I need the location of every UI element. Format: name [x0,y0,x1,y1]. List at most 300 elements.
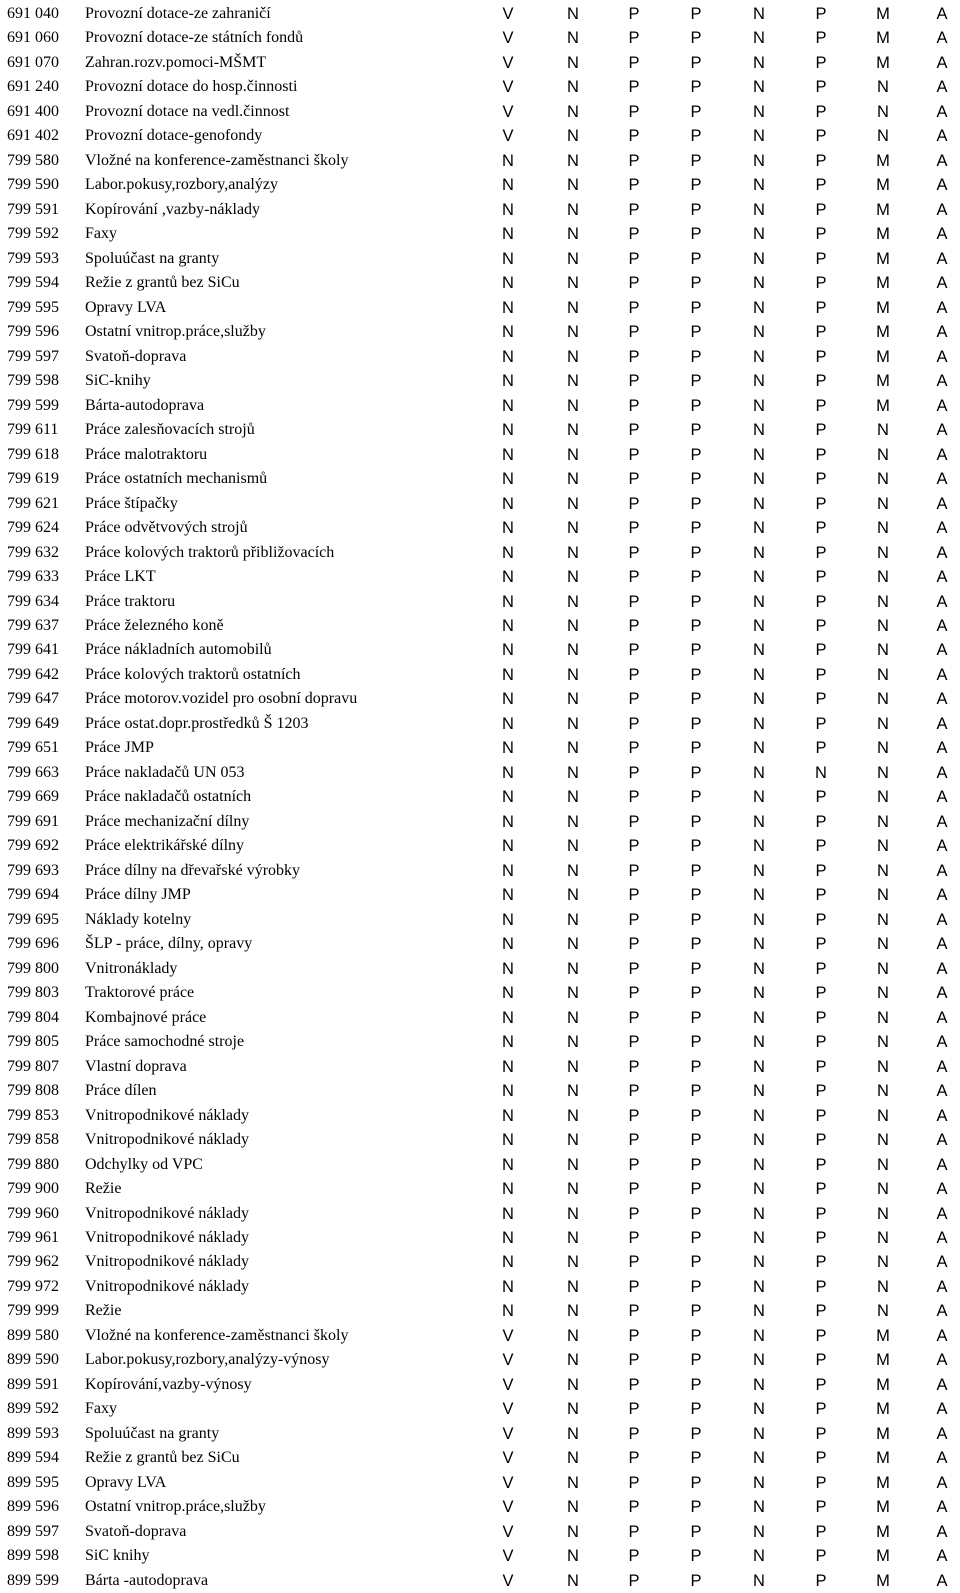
flag-cell: P [628,421,640,440]
flag-cell: P [815,1400,827,1419]
flag-cell: N [567,176,579,195]
flag-cell: P [815,1033,827,1052]
flag-cell: V [502,1473,514,1492]
flag-cell: P [815,1155,827,1174]
flag-cell: N [502,1180,514,1199]
account-code: 899 599 [7,1571,59,1589]
flag-cell: A [936,641,948,660]
account-name: Provozní dotace-ze zahraničí [85,5,271,22]
account-code: 799 595 [7,298,59,316]
account-name: Vlastní doprava [85,1057,187,1075]
flag-cell: N [753,861,765,880]
flag-cell: A [936,592,948,611]
flag-cell: A [936,1057,948,1076]
flag-cell: A [936,861,948,880]
flag-cell: P [815,641,827,660]
account-code: 899 596 [7,1498,59,1516]
account-code: 799 960 [7,1204,59,1222]
flag-cell: P [690,494,702,513]
account-code: 799 641 [7,641,59,659]
flag-cell: N [502,421,514,440]
flag-cell: M [876,1424,890,1443]
flag-cell: N [567,935,579,954]
flag-cell: P [690,396,702,415]
table-row [0,1446,960,1470]
flag-cell: A [936,5,948,23]
flag-cell: A [936,812,948,831]
flag-cell: N [502,617,514,635]
flag-cell: P [628,372,640,391]
flag-cell: P [628,861,640,880]
flag-cell: N [877,494,889,513]
account-code: 799 618 [7,445,59,463]
flag-cell: N [877,1082,889,1101]
flag-cell: N [877,788,889,807]
account-name: Provozní dotace-genofondy [85,127,263,145]
flag-cell: N [567,1498,579,1517]
flag-cell: A [936,1229,948,1247]
account-code: 799 858 [7,1131,59,1149]
flag-cell: M [876,1400,890,1419]
flag-cell: N [753,519,765,538]
account-name: Kombajnové práce [85,1008,207,1026]
flag-cell: P [815,127,827,146]
flag-cell: N [753,102,765,121]
flag-cell: N [567,396,579,415]
flag-cell: N [567,249,579,268]
flag-cell: N [753,1253,765,1272]
flag-cell: A [936,102,948,121]
flag-cell: N [753,788,765,807]
flag-cell: P [815,1204,827,1223]
flag-cell: P [690,5,702,23]
flag-cell: P [690,617,702,635]
flag-cell: N [753,1033,765,1052]
flag-cell: P [815,1057,827,1076]
table-row [0,1569,960,1593]
account-name: Provozní dotace na vedl.činnost [85,102,290,120]
account-code: 799 590 [7,176,59,194]
account-name: Režie [85,1180,122,1198]
flag-cell: P [628,1229,640,1247]
flag-cell: P [815,568,827,587]
flag-cell: N [753,959,765,978]
flag-cell: N [502,1204,514,1223]
flag-cell: P [815,494,827,513]
flag-cell: P [815,592,827,611]
flag-cell: N [753,200,765,219]
flag-cell: A [936,1253,948,1272]
account-code: 799 592 [7,225,59,243]
flag-cell: N [753,1400,765,1419]
flag-cell: P [628,396,640,415]
account-name: Faxy [85,1400,117,1418]
flag-cell: N [877,1008,889,1027]
flag-cell: A [936,127,948,146]
flag-cell: N [502,543,514,562]
flag-cell: N [567,372,579,391]
flag-cell: A [936,470,948,489]
flag-cell: V [502,1449,514,1468]
flag-cell: P [815,984,827,1003]
flag-cell: N [567,1424,579,1443]
flag-cell: P [815,5,827,23]
table-row [0,51,960,75]
flag-cell: N [502,396,514,415]
flag-cell: N [877,886,889,905]
flag-cell: P [815,543,827,562]
flag-cell: P [628,763,640,782]
flag-cell: N [567,29,579,48]
flag-cell: N [502,1155,514,1174]
flag-cell: P [690,1547,702,1566]
flag-cell: A [936,298,948,317]
account-code: 799 696 [7,935,59,953]
flag-cell: N [567,617,579,635]
table-row [0,981,960,1005]
table-row [0,2,960,26]
flag-cell: P [815,102,827,121]
flag-cell: M [876,372,890,391]
flag-cell: P [690,714,702,733]
account-name: Režie [85,1302,122,1320]
flag-cell: N [753,1204,765,1223]
flag-cell: A [936,372,948,391]
flag-cell: N [502,1302,514,1321]
flag-cell: P [690,837,702,856]
account-name: Svatoň-doprava [85,347,187,365]
flag-cell: P [628,1253,640,1272]
flag-cell: A [936,1522,948,1541]
table-row [0,1299,960,1323]
flag-cell: A [936,837,948,856]
flag-cell: A [936,1180,948,1199]
flag-cell: P [690,200,702,219]
flag-cell: A [936,396,948,415]
flag-cell: N [567,959,579,978]
flag-cell: P [815,861,827,880]
flag-cell: A [936,29,948,48]
account-code: 799 642 [7,665,59,683]
flag-cell: N [502,1082,514,1101]
account-name: Práce nakladačů ostatních [85,788,252,806]
table-row [0,541,960,565]
account-name: Vnitropodnikové náklady [85,1131,249,1149]
flag-cell: N [753,151,765,170]
flag-cell: N [567,298,579,317]
flag-cell: M [876,151,890,170]
flag-cell: N [753,1547,765,1566]
flag-cell: V [502,1400,514,1419]
account-code: 899 591 [7,1375,59,1393]
flag-cell: P [815,788,827,807]
flag-cell: N [567,837,579,856]
flag-cell: N [753,837,765,856]
flag-cell: M [876,274,890,293]
flag-cell: P [628,543,640,562]
account-code: 691 240 [7,78,59,96]
flag-cell: A [936,1033,948,1052]
table-row [0,614,960,638]
flag-cell: V [502,53,514,72]
account-code: 899 598 [7,1547,59,1565]
flag-cell: N [877,861,889,880]
flag-cell: N [567,53,579,72]
flag-cell: N [502,568,514,587]
flag-cell: P [628,1522,640,1541]
flag-cell: A [936,1204,948,1223]
flag-cell: A [936,421,948,440]
flag-cell: P [690,1571,702,1590]
flag-cell: P [815,274,827,293]
account-name: Režie z grantů bez SiCu [85,274,240,292]
flag-cell: P [690,151,702,170]
flag-cell: N [753,1057,765,1076]
flag-cell: A [936,1547,948,1566]
flag-cell: N [567,323,579,342]
flag-cell: P [690,78,702,97]
flag-cell: N [753,274,765,293]
flag-cell: P [628,1082,640,1101]
account-name: Práce nakladačů UN 053 [85,763,245,781]
table-row [0,1202,960,1226]
flag-cell: N [502,200,514,219]
flag-cell: A [936,1498,948,1517]
flag-cell: N [753,592,765,611]
flag-cell: N [753,1424,765,1443]
account-name: Ostatní vnitrop.práce,služby [85,1498,266,1516]
flag-cell: P [628,1351,640,1370]
flag-cell: P [690,763,702,782]
flag-cell: P [690,298,702,317]
table-row [0,100,960,124]
table-row [0,1422,960,1446]
flag-cell: N [567,665,579,684]
flag-cell: P [628,1204,640,1223]
flag-cell: N [502,176,514,195]
account-name: Traktorové práce [85,984,195,1002]
flag-cell: N [753,298,765,317]
flag-cell: P [628,5,640,23]
account-name: Bárta -autodoprava [85,1571,209,1589]
flag-cell: N [753,225,765,244]
account-name: Práce dílny na dřevařské výrobky [85,861,301,879]
flag-cell: P [628,935,640,954]
table-row [0,1373,960,1397]
flag-cell: A [936,78,948,97]
table-row [0,173,960,197]
flag-cell: P [815,935,827,954]
account-code: 799 593 [7,249,59,267]
account-code: 799 693 [7,861,59,879]
flag-cell: N [567,421,579,440]
flag-cell: P [690,1180,702,1199]
flag-cell: N [753,5,765,23]
flag-cell: N [877,1204,889,1223]
flag-cell: A [936,617,948,635]
account-code: 799 694 [7,886,59,904]
flag-cell: P [690,1229,702,1247]
flag-cell: P [628,323,640,342]
flag-cell: P [690,1302,702,1321]
flag-cell: N [502,519,514,538]
flag-cell: P [690,1375,702,1394]
flag-cell: A [936,935,948,954]
account-code: 799 691 [7,812,59,830]
flag-cell: A [936,176,948,195]
account-code: 799 962 [7,1253,59,1271]
flag-cell: V [502,1522,514,1541]
flag-cell: P [628,78,640,97]
flag-cell: P [628,1180,640,1199]
account-code: 799 880 [7,1155,59,1173]
flag-cell: P [628,1571,640,1590]
flag-cell: N [567,714,579,733]
account-code: 799 597 [7,347,59,365]
flag-cell: P [690,788,702,807]
table-row [0,1520,960,1544]
flag-cell: N [502,470,514,489]
flag-cell: P [815,323,827,342]
flag-cell: P [815,225,827,244]
flag-cell: N [567,1326,579,1345]
table-row [0,1544,960,1568]
flag-cell: P [628,1131,640,1150]
flag-cell: P [628,494,640,513]
account-code: 799 647 [7,690,59,708]
flag-cell: A [936,665,948,684]
flag-cell: N [753,1326,765,1345]
flag-cell: N [567,763,579,782]
flag-cell: P [690,1082,702,1101]
flag-cell: P [690,1253,702,1272]
flag-cell: N [815,763,827,782]
flag-cell: N [753,690,765,709]
flag-cell: N [753,421,765,440]
flag-cell: N [567,470,579,489]
table-row [0,712,960,736]
flag-cell: N [877,910,889,929]
account-code: 799 611 [7,421,59,439]
flag-cell: P [815,176,827,195]
flag-cell: N [502,837,514,856]
account-code: 799 692 [7,837,59,855]
flag-cell: A [936,519,948,538]
account-code: 799 853 [7,1106,59,1124]
flag-cell: P [690,1522,702,1541]
flag-cell: N [502,886,514,905]
table-row [0,1104,960,1128]
account-name: Náklady kotelny [85,910,192,928]
flag-cell: P [690,1057,702,1076]
flag-cell: P [628,1375,640,1394]
account-code: 691 070 [7,53,59,71]
flag-cell: P [690,519,702,538]
account-code: 799 805 [7,1033,59,1051]
flag-cell: A [936,494,948,513]
flag-cell: M [876,1571,890,1590]
account-name: Vnitropodnikové náklady [85,1277,249,1295]
flag-cell: P [690,176,702,195]
account-name: Vnitropodnikové náklady [85,1204,249,1222]
flag-cell: N [567,200,579,219]
account-name: Práce motorov.vozidel pro osobní dopravu [85,690,358,708]
account-name: Labor.pokusy,rozbory,analýzy [85,176,278,194]
flag-cell: P [628,1106,640,1125]
flag-cell: N [753,641,765,660]
flag-cell: P [690,1326,702,1345]
flag-cell: N [877,568,889,587]
flag-cell: P [815,1253,827,1272]
flag-cell: N [567,1277,579,1296]
flag-cell: N [753,494,765,513]
flag-cell: P [815,1351,827,1370]
flag-cell: P [690,323,702,342]
flag-cell: P [628,1547,640,1566]
flag-cell: P [628,1155,640,1174]
table-row [0,1177,960,1201]
flag-cell: N [877,837,889,856]
account-code: 899 595 [7,1473,59,1491]
account-code: 799 808 [7,1082,59,1100]
flag-cell: P [690,886,702,905]
flag-cell: P [815,249,827,268]
account-name: Práce ostatních mechanismů [85,470,268,488]
flag-cell: P [690,1473,702,1492]
flag-cell: M [876,1547,890,1566]
flag-cell: P [690,249,702,268]
flag-cell: P [815,617,827,635]
flag-cell: N [502,763,514,782]
flag-cell: N [567,1106,579,1125]
flag-cell: A [936,200,948,219]
account-name: Provozní dotace do hosp.činnosti [85,78,298,96]
account-code: 691 402 [7,127,59,145]
flag-cell: P [815,837,827,856]
flag-cell: N [502,690,514,709]
table-row [0,663,960,687]
flag-cell: P [628,886,640,905]
flag-cell: P [690,812,702,831]
flag-cell: N [567,102,579,121]
flag-cell: P [690,421,702,440]
flag-cell: N [877,421,889,440]
flag-cell: N [877,127,889,146]
flag-cell: N [753,739,765,758]
flag-cell: N [567,494,579,513]
flag-cell: N [567,886,579,905]
flag-cell: P [628,910,640,929]
flag-cell: A [936,445,948,464]
account-code: 799 651 [7,739,59,757]
flag-cell: M [876,1449,890,1468]
flag-cell: A [936,347,948,366]
flag-cell: N [753,470,765,489]
flag-cell: P [628,470,640,489]
flag-cell: P [690,1351,702,1370]
table-row [0,736,960,760]
account-name: SiC knihy [85,1547,150,1565]
flag-cell: A [936,1351,948,1370]
flag-cell: N [753,1180,765,1199]
flag-cell: P [690,861,702,880]
flag-cell: P [690,1008,702,1027]
flag-cell: P [628,298,640,317]
flag-cell: A [936,1449,948,1468]
flag-cell: N [502,984,514,1003]
account-code: 799 972 [7,1277,59,1295]
flag-cell: P [815,1229,827,1247]
